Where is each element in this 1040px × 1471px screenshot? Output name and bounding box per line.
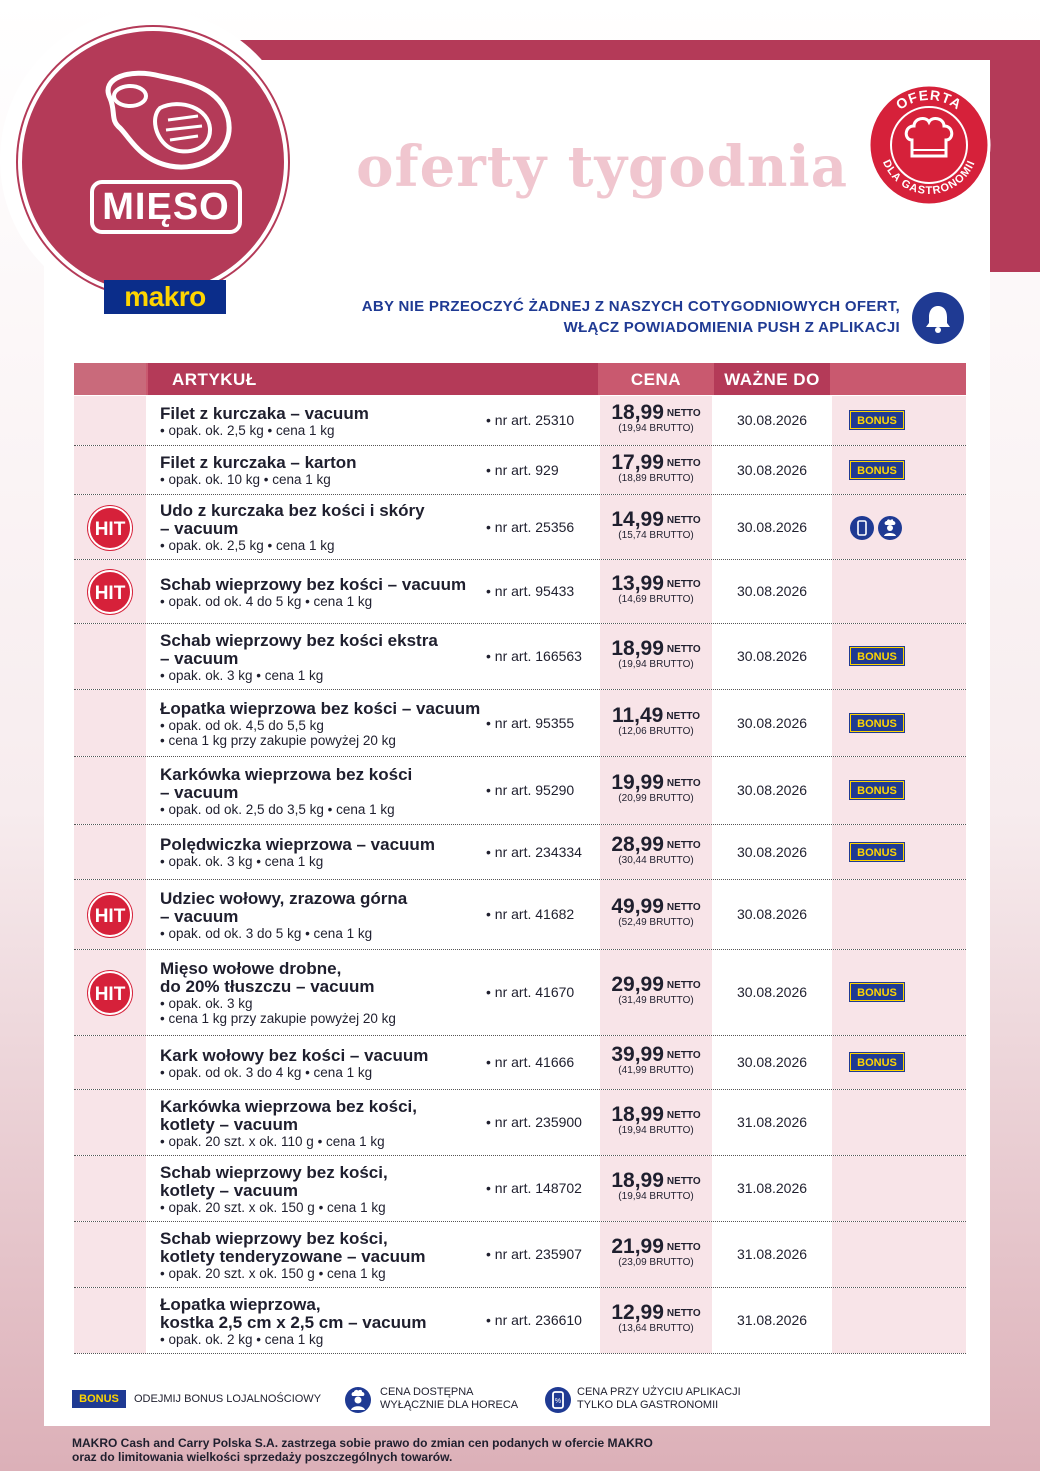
price-netto: 18,99	[611, 401, 664, 424]
product-detail: • cena 1 kg przy zakupie powyżej 20 kg	[160, 733, 396, 748]
price	[600, 704, 712, 737]
article-number: • nr art. 235907	[486, 1246, 582, 1262]
price-netto: 19,99	[611, 771, 664, 794]
article-number: • nr art. 25356	[486, 518, 575, 535]
article-number: • nr art. 95290	[486, 782, 575, 798]
price-brutto: (15,74 BRUTTO)	[618, 529, 694, 541]
price-brutto: (18,89 BRUTTO)	[618, 472, 694, 484]
table-row	[74, 396, 966, 446]
price-brutto: (14,69 BRUTTO)	[618, 594, 694, 605]
netto-label: NETTO	[666, 514, 701, 526]
hit-badge: HIT	[88, 893, 132, 937]
article-number: • nr art. 166563	[486, 648, 582, 664]
price-netto: 18,99	[611, 637, 664, 660]
price	[600, 973, 712, 1006]
product-detail: • opak. 20 szt. x ok. 110 g • cena 1 kg	[160, 1134, 385, 1149]
table-row	[74, 825, 966, 880]
article-number: • nr art. 235900	[486, 1114, 582, 1130]
app-phone-icon	[544, 1386, 572, 1414]
article-number: • nr art. 41666	[486, 1054, 575, 1070]
article-number: • nr art. 236610	[486, 1312, 582, 1328]
price	[600, 401, 712, 434]
product-name: Schab wieprzowy bez kości, kotlety – vacuum • opak. 20 szt. x ok. 150 g • cena 1 kg	[160, 1164, 490, 1215]
price-netto: 12,99	[611, 1301, 664, 1324]
product-name: Polędwiczka wieprzowa – vacuum • opak. ok. 3 kg • cena 1 kg	[160, 836, 490, 869]
price-netto: 39,99	[611, 1043, 664, 1066]
table-row	[74, 1090, 966, 1156]
legend-app-text: CENA PRZY UŻYCIU APLIKACJI TYLKO DLA GASTRONOMII	[577, 1386, 741, 1411]
product-name: Mięso wołowe drobne, do 20% tłuszczu – vacuum • opak. ok. 3 kg • cena 1 kg przy zakupie powyżej 20 kg	[160, 960, 490, 1026]
valid-until: 30.08.2026	[736, 843, 808, 860]
product-detail: • opak. ok. 2,5 kg • cena 1 kg	[160, 538, 335, 553]
push-notice: ABY NIE PRZEOCZYĆ ŻADNEJ Z NASZYCH COTYGODNIOWYCH OFERT, WŁĄCZ POWIADOMIENIA PUSH Z APLIKACJI	[361, 298, 900, 336]
product-name: Schab wieprzowy bez kości – vacuum • opak. od ok. 4 do 5 kg • cena 1 kg	[160, 576, 490, 609]
valid-until: 31.08.2026	[736, 1180, 808, 1196]
horeca-chef-icon	[344, 1386, 372, 1414]
product-name: Kark wołowy bez kości – vacuum • opak. od ok. 3 do 4 kg • cena 1 kg	[160, 1047, 490, 1080]
legend-bonus-text: ODEJMIJ BONUS LOJALNOŚCIOWY	[134, 1393, 322, 1405]
column-valid: WAŻNE DO	[714, 363, 830, 395]
article-number: • nr art. 95355	[486, 714, 575, 731]
valid-until: 30.08.2026	[736, 583, 808, 599]
valid-until: 30.08.2026	[736, 906, 808, 922]
netto-label: NETTO	[666, 902, 701, 913]
product-detail: • opak. od ok. 3 do 5 kg • cena 1 kg	[160, 926, 373, 941]
netto-label: NETTO	[666, 980, 701, 991]
article-number: • nr art. 929	[486, 461, 559, 478]
valid-until: 30.08.2026	[736, 984, 808, 1000]
valid-until: 30.08.2026	[736, 412, 808, 428]
app-phone-icon	[850, 516, 874, 540]
product-detail: • opak. od ok. 4 do 5 kg • cena 1 kg	[160, 594, 373, 609]
netto-label: NETTO	[666, 644, 701, 655]
product-detail: • opak. ok. 3 kg • cena 1 kg	[160, 668, 324, 683]
horeca-chef-icon	[878, 516, 902, 540]
product-name: Udziec wołowy, zrazowa górna – vacuum • opak. od ok. 3 do 5 kg • cena 1 kg	[160, 890, 490, 941]
price	[600, 771, 712, 804]
table-row	[74, 1156, 966, 1222]
title-line2: oferty tygodnia	[356, 134, 848, 200]
product-name: Filet z kurczaka – karton • opak. ok. 10 kg • cena 1 kg	[160, 454, 490, 487]
price-netto: 14,99	[611, 507, 664, 531]
product-detail: • opak. ok. 10 kg • cena 1 kg	[160, 472, 331, 487]
price-brutto: (30,44 BRUTTO)	[618, 854, 694, 866]
product-detail: • cena 1 kg przy zakupie powyżej 20 kg	[160, 1011, 396, 1026]
article-number: • nr art. 41682	[486, 906, 575, 922]
product-name: Schab wieprzowy bez kości ekstra – vacuum • opak. ok. 3 kg • cena 1 kg	[160, 632, 490, 683]
table-row	[74, 446, 966, 495]
steak-icon	[90, 68, 240, 178]
product-detail: • opak. ok. 3 kg	[160, 996, 253, 1011]
category-label: MIĘSO	[90, 180, 242, 234]
price-brutto: (12,06 BRUTTO)	[618, 725, 694, 737]
makro-logo: makro	[104, 280, 226, 314]
price	[600, 1235, 712, 1268]
product-detail: • opak. ok. 2 kg • cena 1 kg	[160, 1332, 324, 1347]
valid-until: 30.08.2026	[736, 1054, 808, 1070]
bonus-badge: BONUS	[850, 1053, 904, 1071]
table-row	[74, 624, 966, 690]
bonus-badge: BONUS	[850, 411, 904, 429]
product-name: Filet z kurczaka – vacuum • opak. ok. 2,5 kg • cena 1 kg	[160, 405, 490, 438]
valid-until: 31.08.2026	[736, 1114, 808, 1130]
price	[600, 1301, 712, 1334]
netto-label: NETTO	[666, 839, 701, 851]
price-netto: 11,49	[611, 703, 664, 727]
table-row	[74, 560, 966, 624]
table-row	[74, 690, 966, 757]
price	[600, 1043, 712, 1076]
column-price: CENA	[600, 363, 712, 395]
price	[600, 1103, 712, 1136]
price-brutto: (19,94 BRUTTO)	[618, 423, 694, 434]
netto-label: NETTO	[666, 579, 701, 590]
svg-text:%: %	[554, 1398, 562, 1405]
table-row	[74, 950, 966, 1036]
table-row	[74, 1288, 966, 1354]
legend-horeca-text: CENA DOSTĘPNA WYŁĄCZNIE DLA HORECA	[380, 1386, 519, 1411]
bonus-badge: BONUS	[850, 843, 904, 861]
price	[600, 895, 712, 928]
price-netto: 18,99	[611, 1169, 664, 1192]
price-netto: 29,99	[611, 973, 664, 996]
product-detail: • opak. 20 szt. x ok. 150 g • cena 1 kg	[160, 1200, 386, 1215]
price	[600, 572, 712, 605]
product-name: Łopatka wieprzowa bez kości – vacuum • opak. od ok. 4,5 do 5,5 kg • cena 1 kg przy zakupie powyżej 20 kg	[160, 700, 490, 748]
valid-until: 31.08.2026	[736, 1246, 808, 1262]
product-detail: • opak. od ok. 3 do 4 kg • cena 1 kg	[160, 1065, 373, 1080]
table-row	[74, 1036, 966, 1090]
product-detail: • opak. 20 szt. x ok. 150 g • cena 1 kg	[160, 1266, 386, 1281]
valid-until: 30.08.2026	[736, 518, 808, 535]
netto-label: NETTO	[666, 778, 701, 789]
table-row	[74, 495, 966, 560]
price-netto: 21,99	[611, 1235, 664, 1258]
price-brutto: (19,94 BRUTTO)	[618, 1191, 694, 1202]
product-name: Schab wieprzowy bez kości, kotlety tenderyzowane – vacuum • opak. 20 szt. x ok. 150 g • cena 1 kg	[160, 1230, 490, 1281]
bell-icon[interactable]	[912, 292, 964, 344]
article-number: • nr art. 25310	[486, 412, 575, 428]
price-brutto: (41,99 BRUTTO)	[618, 1065, 694, 1076]
price-brutto: (31,49 BRUTTO)	[618, 995, 694, 1006]
netto-label: NETTO	[666, 457, 701, 469]
valid-until: 30.08.2026	[736, 714, 808, 731]
price-brutto: (19,94 BRUTTO)	[618, 1125, 694, 1136]
price-netto: 17,99	[611, 450, 664, 474]
valid-until: 30.08.2026	[736, 648, 808, 664]
bonus-badge: BONUS	[850, 647, 904, 665]
netto-label: NETTO	[666, 1176, 701, 1187]
price	[600, 1169, 712, 1202]
valid-until: 31.08.2026	[736, 1312, 808, 1328]
netto-label: NETTO	[666, 1110, 701, 1121]
table-row	[74, 1222, 966, 1288]
price	[600, 637, 712, 670]
product-detail: • opak. ok. 2,5 kg • cena 1 kg	[160, 423, 335, 438]
table-row	[74, 757, 966, 825]
price	[600, 508, 712, 541]
price-netto: 28,99	[611, 832, 664, 856]
hit-badge: HIT	[88, 570, 132, 614]
netto-label: NETTO	[666, 710, 701, 722]
price-netto: 49,99	[611, 895, 664, 918]
bonus-badge: BONUS	[850, 983, 904, 1001]
hit-badge: HIT	[88, 506, 132, 550]
footer-disclaimer: MAKRO Cash and Carry Polska S.A. zastrzega sobie prawo do zmian cen podanych w ofercie MAKRO oraz do limitowania wielkości sprzedaży poszczególnych towarów.	[72, 1436, 653, 1464]
netto-label: NETTO	[666, 1308, 701, 1319]
product-detail: • opak. od ok. 4,5 do 5,5 kg	[160, 718, 324, 733]
valid-until: 30.08.2026	[736, 782, 808, 798]
table-row	[74, 880, 966, 950]
product-name: Karkówka wieprzowa bez kości – vacuum • opak. od ok. 2,5 do 3,5 kg • cena 1 kg	[160, 766, 490, 817]
product-detail: • opak. od ok. 2,5 do 3,5 kg • cena 1 kg	[160, 802, 395, 817]
product-name: Łopatka wieprzowa, kostka 2,5 cm x 2,5 cm – vacuum • opak. ok. 2 kg • cena 1 kg	[160, 1296, 490, 1347]
article-number: • nr art. 234334	[486, 843, 582, 860]
bonus-badge: BONUS	[850, 714, 904, 732]
title-line1: WYBRANE	[579, 93, 845, 149]
price-brutto: (20,99 BRUTTO)	[618, 793, 694, 804]
legend-bonus-badge: BONUS	[72, 1390, 126, 1408]
price-netto: 18,99	[611, 1103, 664, 1126]
price	[600, 451, 712, 484]
article-number: • nr art. 148702	[486, 1180, 582, 1196]
netto-label: NETTO	[666, 408, 701, 419]
netto-label: NETTO	[666, 1050, 701, 1061]
availability-note: OFERTA DOSTĘPNA TYLKO PRZY ZAKUPIE W HALI	[546, 232, 990, 251]
price-brutto: (19,94 BRUTTO)	[618, 659, 694, 670]
price-netto: 13,99	[611, 572, 664, 595]
hit-badge: HIT	[88, 971, 132, 1015]
product-detail: • opak. ok. 3 kg • cena 1 kg	[160, 854, 324, 869]
price-brutto: (13,64 BRUTTO)	[618, 1323, 694, 1334]
bonus-badge: BONUS	[850, 461, 904, 479]
bonus-badge: BONUS	[850, 781, 904, 799]
price	[600, 833, 712, 866]
column-article: ARTYKUŁ	[148, 363, 598, 395]
article-number: • nr art. 41670	[486, 984, 575, 1000]
gastronomy-stamp	[866, 82, 992, 208]
netto-label: NETTO	[666, 1242, 701, 1253]
valid-until: 30.08.2026	[736, 461, 808, 478]
product-name: Karkówka wieprzowa bez kości, kotlety – vacuum • opak. 20 szt. x ok. 110 g • cena 1 kg	[160, 1098, 490, 1149]
table-header	[74, 363, 966, 395]
price-brutto: (52,49 BRUTTO)	[618, 917, 694, 928]
stamp-top-text: OFERTA	[892, 86, 966, 113]
stamp-bottom-text: DLA GASTRONOMII	[880, 158, 978, 198]
article-number: • nr art. 95433	[486, 583, 575, 599]
product-name: Udo z kurczaka bez kości i skóry – vacuum • opak. ok. 2,5 kg • cena 1 kg	[160, 502, 490, 553]
price-brutto: (23,09 BRUTTO)	[618, 1257, 694, 1268]
